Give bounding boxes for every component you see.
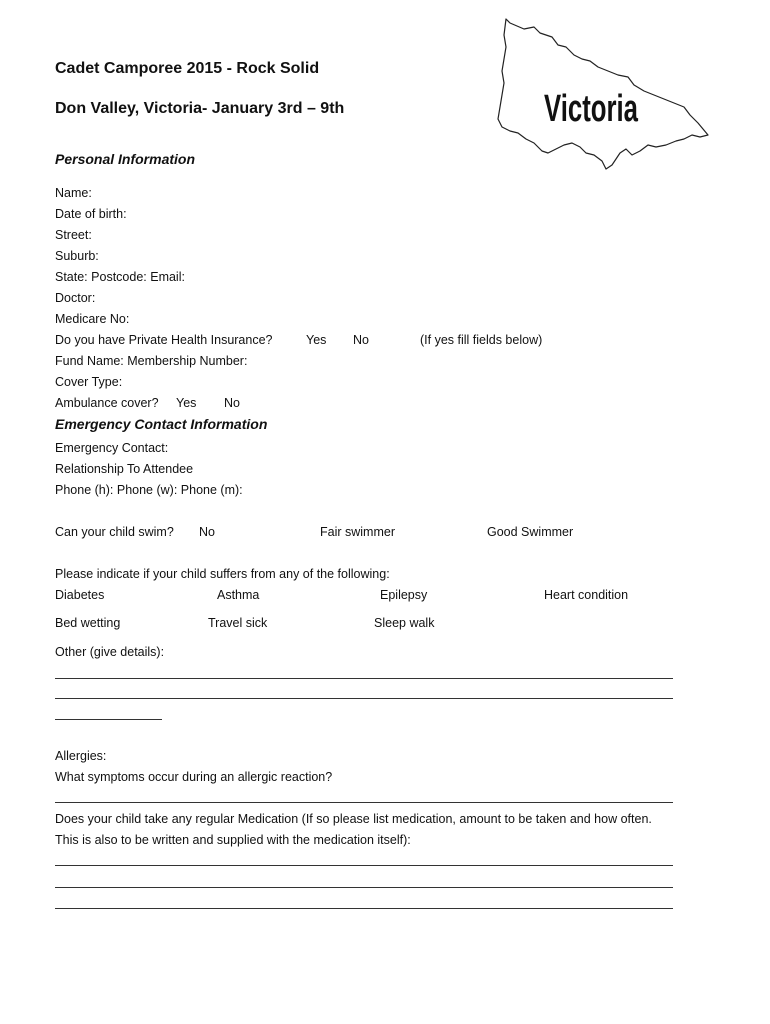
dob-row (55, 207, 127, 221)
relationship-label: Relationship To Attendee (55, 462, 194, 476)
other-details-line[interactable] (55, 678, 673, 679)
victoria-map-icon (494, 15, 712, 175)
insurance-note: (If yes fill fields below) (420, 333, 543, 347)
condition-diabetes[interactable]: Diabetes (55, 588, 105, 602)
condition-heart[interactable]: Heart condition (544, 588, 629, 602)
state-label: State: (55, 270, 88, 284)
other-details-label: Other (give details): (55, 645, 165, 659)
medication-prompt-2: This is also to be written and supplied with the medication itself): (55, 833, 411, 847)
phone-h-label: Phone (h): (55, 483, 114, 497)
phone-row (55, 483, 243, 497)
insurance-yes-option[interactable]: Yes (306, 333, 327, 347)
medication-line[interactable] (55, 865, 673, 866)
ambulance-no-option[interactable]: No (224, 396, 240, 410)
street-label: Street: (55, 228, 92, 242)
phone-m-label: Phone (m): (180, 483, 243, 497)
state-row (55, 270, 185, 284)
condition-epilepsy[interactable]: Epilepsy (380, 588, 428, 602)
medication-line[interactable] (55, 887, 673, 888)
insurance-no-option[interactable]: No (353, 333, 369, 347)
email-label: Email: (150, 270, 185, 284)
condition-bed-wetting[interactable]: Bed wetting (55, 616, 121, 630)
relationship-row (55, 462, 193, 476)
emergency-contact-label: Emergency Contact: (55, 441, 169, 455)
map-label: Victoria (544, 88, 639, 130)
ambulance-yes-option[interactable]: Yes (176, 396, 197, 410)
phone-w-label: Phone (w): (116, 483, 178, 497)
suburb-row (55, 249, 99, 263)
postcode-label: Postcode: (91, 270, 147, 284)
swim-option-fair[interactable]: Fair swimmer (320, 525, 395, 539)
street-row (55, 228, 92, 242)
condition-sleep-walk[interactable]: Sleep walk (374, 616, 435, 630)
other-details-line[interactable] (55, 719, 162, 720)
symptoms-line[interactable] (55, 802, 673, 803)
symptoms-row (55, 770, 332, 784)
fund-row (55, 354, 247, 368)
ambulance-question: Ambulance cover? (55, 396, 159, 410)
condition-asthma[interactable]: Asthma (217, 588, 260, 602)
doctor-label: Doctor: (55, 291, 96, 305)
suburb-label: Suburb: (55, 249, 99, 263)
emergency-heading: Emergency Contact Information (55, 416, 268, 432)
form-title: Cadet Camporee 2015 - Rock Solid (55, 60, 320, 77)
insurance-question: Do you have Private Health Insurance? (55, 333, 273, 347)
medication-line[interactable] (55, 908, 673, 909)
cover-row (55, 375, 122, 389)
allergies-label: Allergies: (55, 749, 107, 763)
medication-prompt: Does your child take any regular Medication (If so please list medication, amount to be taken and how often. (55, 812, 652, 826)
allergies-row (55, 749, 106, 763)
medicare-row (55, 312, 129, 326)
fund-label: Fund Name: (55, 354, 124, 368)
name-row (55, 186, 92, 200)
symptoms-label: What symptoms occur during an allergic reaction? (55, 770, 333, 784)
condition-travel-sick[interactable]: Travel sick (208, 616, 268, 630)
membership-label: Membership Number: (127, 354, 248, 368)
form-subtitle: Don Valley, Victoria- January 3rd – 9th (55, 100, 345, 117)
doctor-row (55, 291, 95, 305)
dob-label: Date of birth: (55, 207, 127, 221)
swim-option-no[interactable]: No (199, 525, 215, 539)
name-label: Name: (55, 186, 92, 200)
conditions-prompt: Please indicate if your child suffers from any of the following: (55, 567, 390, 581)
emergency-contact-row (55, 441, 168, 455)
medicare-label: Medicare No: (55, 312, 130, 326)
cover-label: Cover Type: (55, 375, 123, 389)
swim-question: Can your child swim? (55, 525, 174, 539)
other-details-line[interactable] (55, 698, 673, 699)
personal-heading: Personal Information (55, 151, 196, 167)
swim-option-good[interactable]: Good Swimmer (487, 525, 574, 539)
